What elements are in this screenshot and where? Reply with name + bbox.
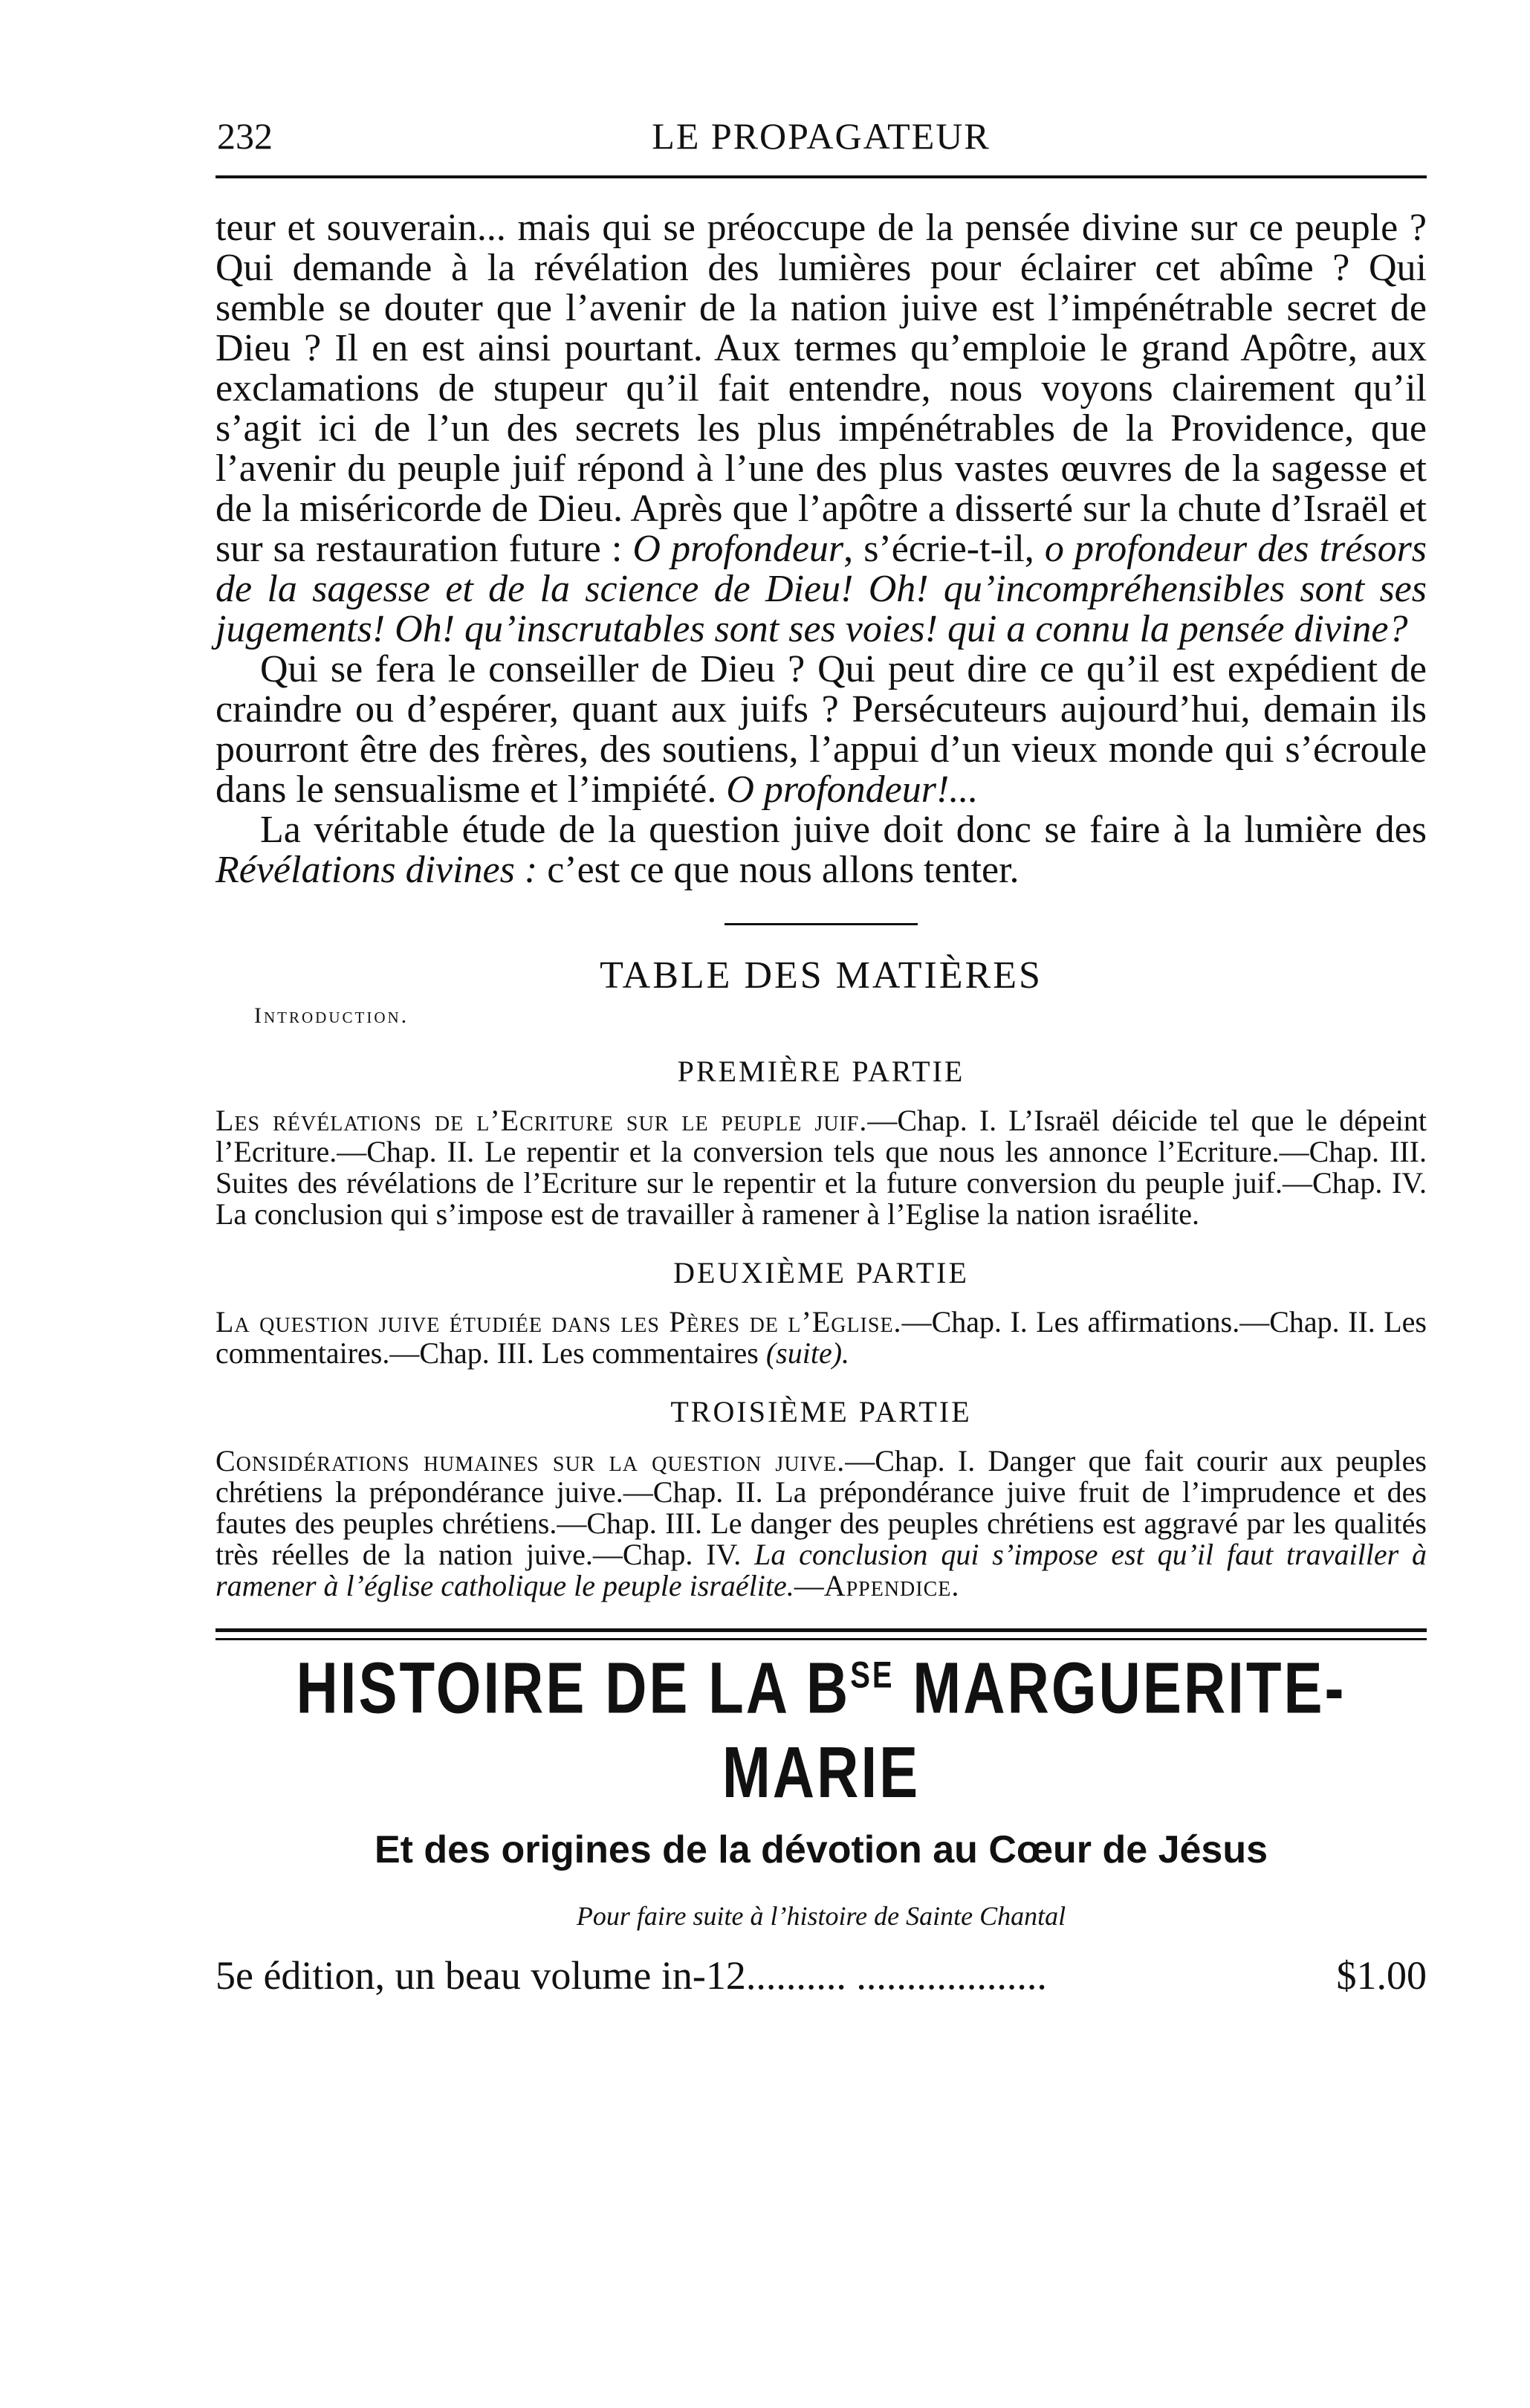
section-separator [725, 923, 918, 925]
part-3-text-a: —Chap. I. Danger que fait courir aux peuples chrétiens la prépondérance juive.—Chap. II. La prépondérance juive fruit de l’imprudence et des fautes des peuples chrétiens.—Chap. III. Le danger des peuples chrétiens est aggravé par les qualités très réelles de la nation juive.—Chap. IV. [215, 1444, 1427, 1571]
book-title [215, 1645, 1427, 1815]
quotation-italic: o profondeur des trésors de la sagesse et de la science de Dieu! Oh! qu’incompréhensibles sont ses jugements! Oh! qu’inscrutables sont ses voies! qui a connu la pensée divine? [215, 528, 1427, 650]
paragraph-2-text: Qui se fera le conseiller de Dieu ? Qui peut dire ce qu’il est expédient de craindre ou d’espérer, quant aux juifs ? Persécuteurs aujourd’hui, demain ils pourront être des frères, des soutiens, l’appui d’un vieux monde qui s’écroule dans le sensualisme et l’impiété. [215, 648, 1427, 811]
paragraph-3 [215, 810, 1427, 890]
part-3-text-b: — [794, 1569, 824, 1602]
paragraph-1 [215, 208, 1427, 650]
part-1-heading: Les révélations de l’Ecriture sur le peuple juif. [215, 1104, 868, 1137]
book-title-sup: SE [850, 1654, 895, 1696]
page-number: 232 [217, 115, 273, 157]
book-title-a: HISTOIRE DE LA B [296, 1646, 851, 1729]
part-2-text: —Chap. I. Les affirmations.—Chap. II. Les commentaires.—Chap. III. Les commentaires [215, 1305, 1427, 1370]
part-2-contents [215, 1307, 1427, 1369]
running-title: LE PROPAGATEUR [652, 115, 991, 157]
part-2-italic: (suite). [765, 1336, 850, 1370]
page [215, 111, 1427, 1998]
part-3-italic: La conclusion qui s’impose est qu’il faut travailler à ramener à l’église catholique le peuple israélite. [215, 1538, 1427, 1602]
advert-rule [215, 1628, 1427, 1640]
book-advert [215, 1646, 1427, 1998]
paragraph-2-italic: O profondeur!... [726, 768, 979, 811]
book-subtitle: Et des origines de la dévotion au Cœur de Jésus [374, 1828, 1268, 1871]
book-note: Pour faire suite à l’histoire de Sainte Chantal [576, 1901, 1066, 1931]
toc-title: TABLE DES MATIÈRES [600, 954, 1043, 997]
paragraph-3-text-b: c’est ce que nous allons tenter. [547, 849, 1020, 891]
part-1-title: PREMIÈRE PARTIE [677, 1055, 965, 1088]
part-1-text: —Chap. I. L’Israël déicide tel que le dépeint l’Ecriture.—Chap. II. Le repentir et la conversion tels que nous les annonce l’Ecriture.—Chap. III. Suites des révélations de l’Ecriture sur le repentir et la future conversion du peuple juif.—Chap. IV. La conclusion qui s’impose est de travailler à ramener à l’Eglise la nation israélite. [215, 1104, 1427, 1231]
paragraph-3-text-a: La véritable étude de la question juive doit donc se faire à la lumière des [260, 809, 1427, 851]
price: $1.00 [1336, 1953, 1427, 1998]
paragraph-2 [215, 650, 1427, 810]
part-3-heading: Considérations humaines sur la question juive. [215, 1444, 846, 1478]
paragraph-3-italic: Révélations divines : [215, 849, 538, 891]
header-rule [215, 175, 1427, 178]
toc-introduction: Introduction. [254, 1003, 409, 1028]
part-3-appendix: Appendice. [823, 1569, 960, 1602]
book-title-b: MARGUERITE-MARIE [722, 1646, 1346, 1813]
part-2-title: DEUXIÈME PARTIE [673, 1256, 969, 1289]
exclamation-italic: O profondeur [632, 528, 844, 570]
part-3-title: TROISIÈME PARTIE [670, 1395, 972, 1428]
paragraph-1-mid: , s’écrie-t-il, [843, 528, 1034, 570]
article-body [215, 208, 1427, 890]
edition-line [215, 1952, 1427, 1998]
edition-text: 5e édition, un beau volume in-12.......... ................... [215, 1953, 1047, 1998]
part-2-heading: La question juive étudiée dans les Pères de l’Eglise. [215, 1305, 902, 1339]
paragraph-1-text: teur et souverain... mais qui se préoccupe de la pensée divine sur ce peuple ? Qui demande à la révélation des lumières pour éclairer cet abîme ? Qui semble se douter que l’avenir de la nation juive est l’impénétrable secret de Dieu ? Il en est ainsi pourtant. Aux termes qu’emploie le grand Apôtre, aux exclamations de stupeur qu’il fait entendre, nous voyons clairement qu’il s’agit ici de l’un des secrets les plus impénétrables de la Providence, que l’avenir du peuple juif répond à l’une des plus vastes œuvres de la sagesse et de la miséricorde de Dieu. Après que l’apôtre a disserté sur la chute d’Israël et sur sa restauration future : [215, 207, 1427, 570]
table-of-contents [215, 954, 1427, 1602]
part-1-contents [215, 1105, 1427, 1230]
page-header [215, 111, 1427, 164]
part-3-contents [215, 1446, 1427, 1602]
